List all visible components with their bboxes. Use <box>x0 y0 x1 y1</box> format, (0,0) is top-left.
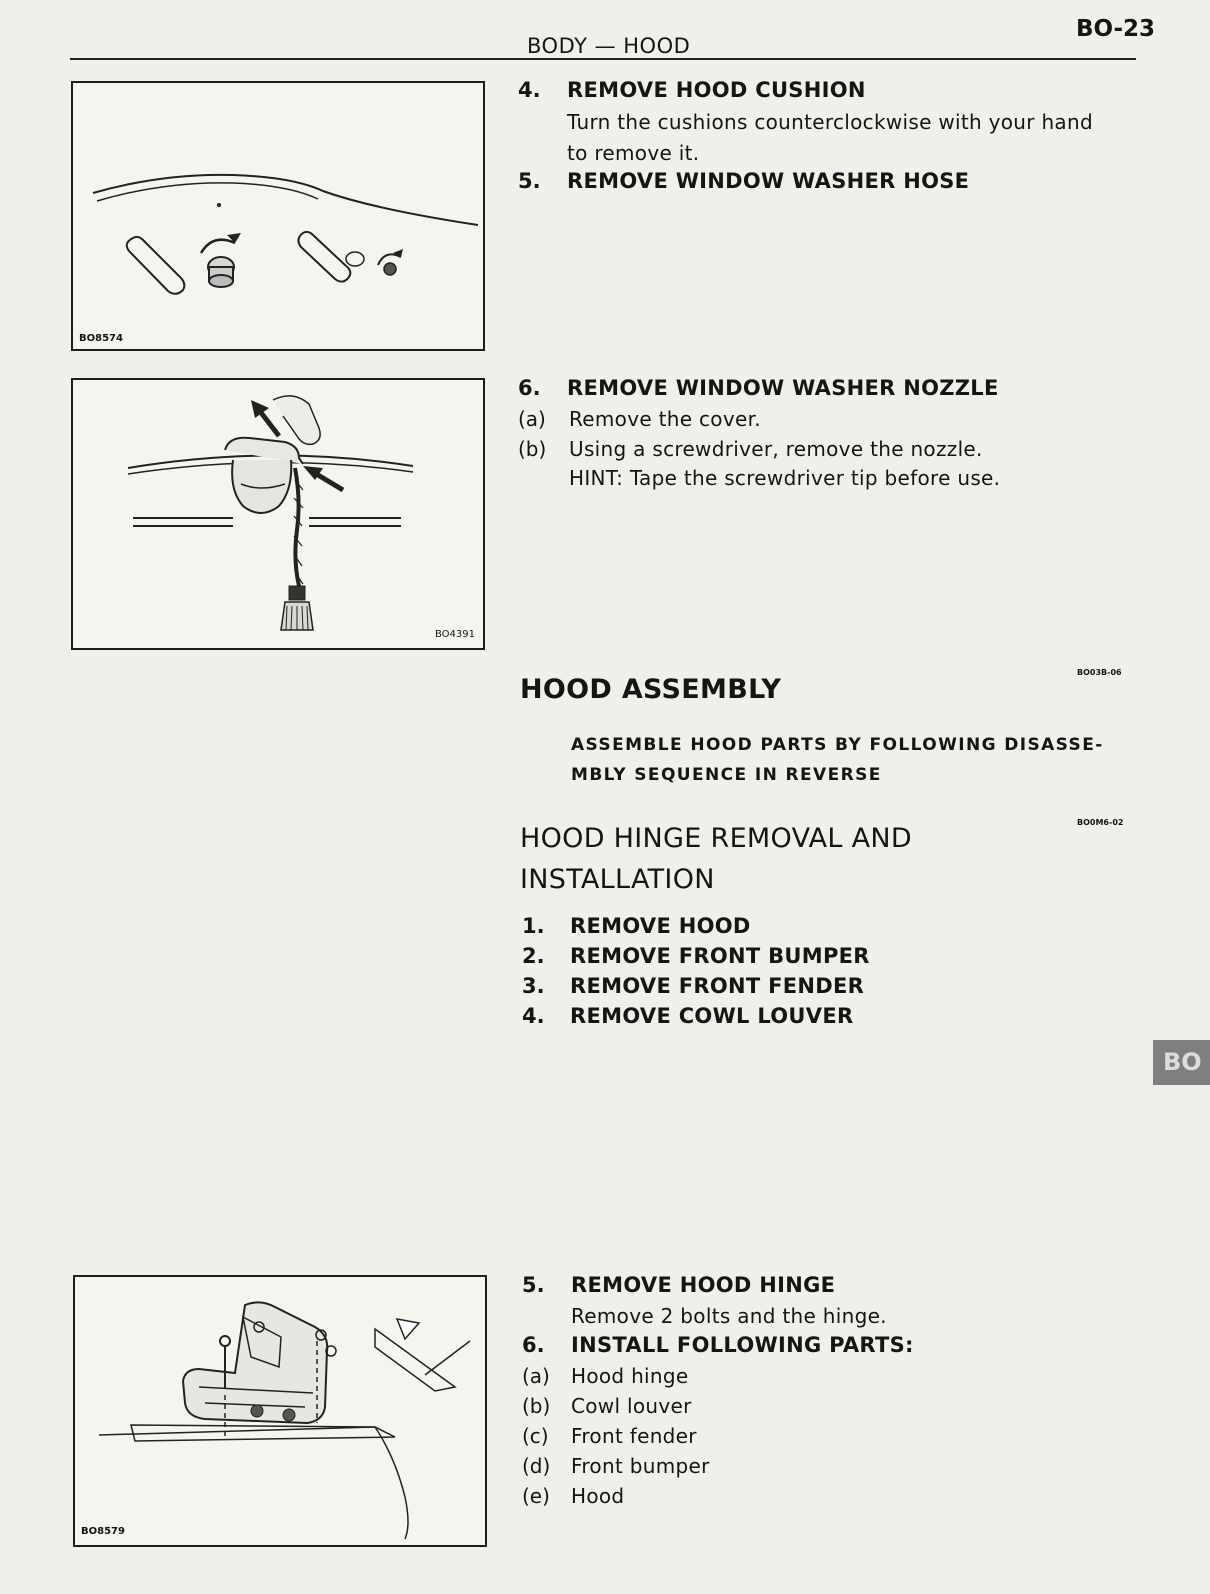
step-text: Remove 2 bolts and the hinge. <box>571 1304 887 1328</box>
step-number: 3. <box>522 974 545 998</box>
step-title: REMOVE HOOD <box>570 914 751 938</box>
part-label: (c) <box>522 1424 549 1448</box>
part-label: (a) <box>522 1364 550 1388</box>
sub-text: Using a screwdriver, remove the nozzle. <box>569 437 983 461</box>
part-text: Front fender <box>571 1424 697 1448</box>
part-text: Front bumper <box>571 1454 710 1478</box>
step-title: REMOVE FRONT FENDER <box>570 974 865 998</box>
step-title: REMOVE COWL LOUVER <box>570 1004 854 1028</box>
step-number: 2. <box>522 944 545 968</box>
sub-label: (b) <box>518 437 547 461</box>
step-number: 6. <box>522 1333 545 1357</box>
part-label: (b) <box>522 1394 551 1418</box>
section-title: INSTALLATION <box>520 864 715 895</box>
part-label: (e) <box>522 1484 550 1508</box>
figure-washer-nozzle <box>71 378 485 650</box>
page-number: BO-23 <box>1076 16 1156 42</box>
figure-code: BO4391 <box>435 629 476 640</box>
step-title: INSTALL FOLLOWING PARTS: <box>571 1333 914 1357</box>
step-title: REMOVE HOOD HINGE <box>571 1273 836 1297</box>
step-text: Turn the cushions counterclockwise with your hand <box>567 110 1093 134</box>
step-title: REMOVE FRONT BUMPER <box>570 944 870 968</box>
figure-hood-hinge <box>73 1275 487 1547</box>
section-side-tab: BO <box>1153 1040 1210 1085</box>
washer-nozzle-drawing <box>73 380 483 648</box>
hood-hinge-drawing <box>75 1277 485 1545</box>
step-title: REMOVE WINDOW WASHER HOSE <box>567 169 970 193</box>
assembly-note: ASSEMBLE HOOD PARTS BY FOLLOWING DISASSE- <box>571 735 1104 755</box>
page-header-title: BODY — HOOD <box>527 34 691 58</box>
header-rule <box>70 58 1136 60</box>
figure-hood-cushion <box>71 81 485 351</box>
sub-text: Remove the cover. <box>569 407 761 431</box>
section-code: BO03B-06 <box>1077 668 1122 677</box>
step-text: to remove it. <box>567 141 700 165</box>
part-label: (d) <box>522 1454 551 1478</box>
step-number: 4. <box>522 1004 545 1028</box>
figure-code: BO8579 <box>81 1526 125 1537</box>
step-number: 6. <box>518 376 541 400</box>
part-text: Cowl louver <box>571 1394 692 1418</box>
figure-code: BO8574 <box>79 333 123 344</box>
section-code: BO0M6-02 <box>1077 818 1124 827</box>
step-title: REMOVE HOOD CUSHION <box>567 78 866 102</box>
sub-label: (a) <box>518 407 546 431</box>
section-title: HOOD HINGE REMOVAL AND <box>520 823 912 854</box>
section-title: HOOD ASSEMBLY <box>520 674 782 705</box>
part-text: Hood hinge <box>571 1364 689 1388</box>
step-number: 1. <box>522 914 545 938</box>
hint-text: HINT: Tape the screwdriver tip before use. <box>569 466 1001 490</box>
part-text: Hood <box>571 1484 625 1508</box>
step-number: 5. <box>522 1273 545 1297</box>
hood-cushion-drawing <box>73 83 483 349</box>
step-number: 4. <box>518 78 541 102</box>
assembly-note: MBLY SEQUENCE IN REVERSE <box>571 765 882 785</box>
step-number: 5. <box>518 169 541 193</box>
step-title: REMOVE WINDOW WASHER NOZZLE <box>567 376 999 400</box>
